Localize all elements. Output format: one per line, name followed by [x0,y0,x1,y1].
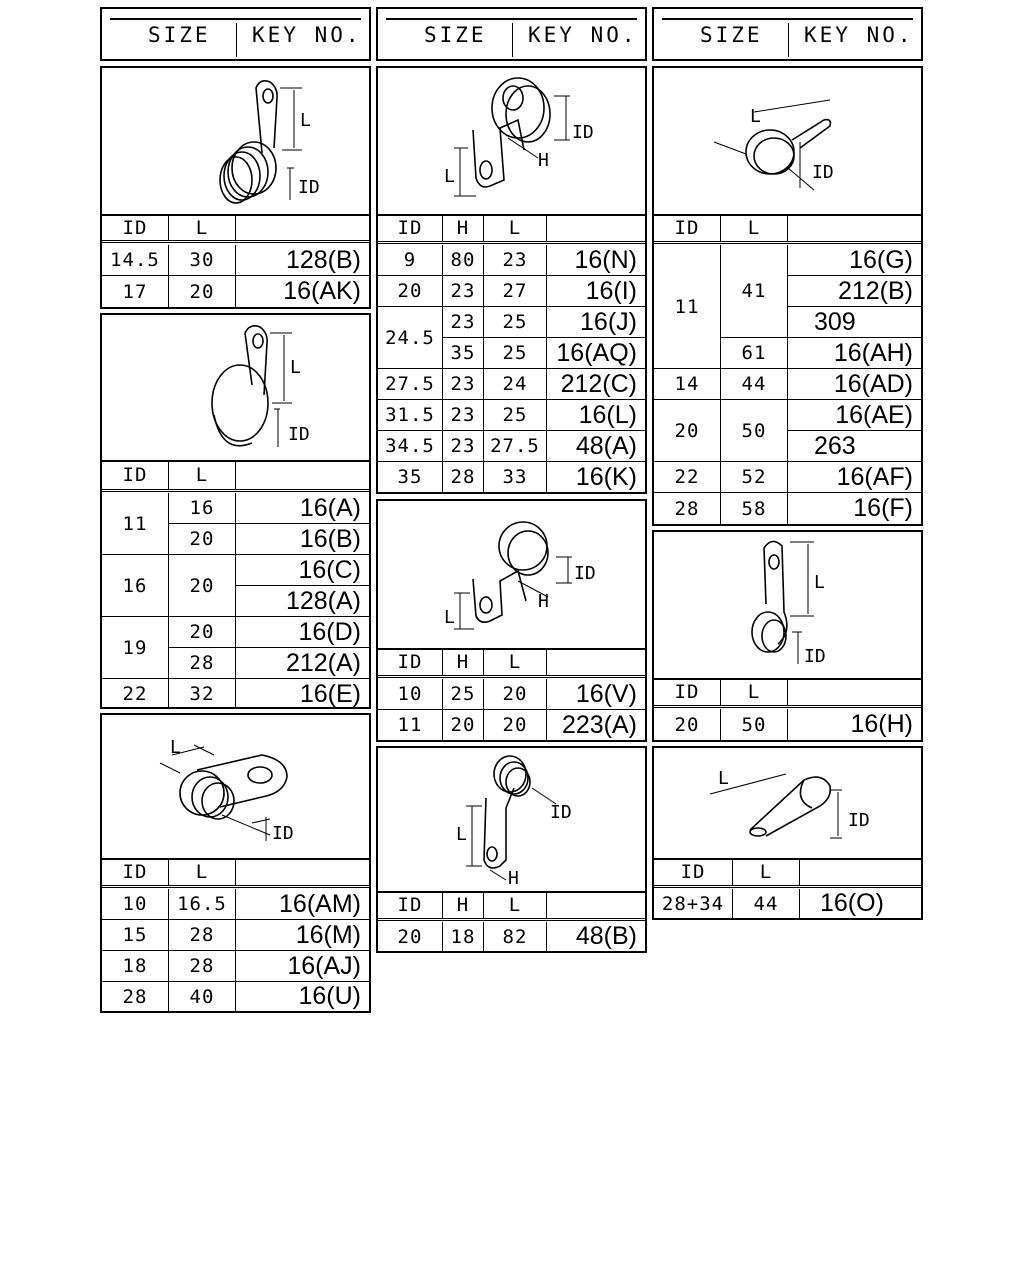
size-table [654,678,921,740]
l-cell: 27.5 [484,431,547,462]
h-cell: 20 [443,710,484,740]
col-header: ID [102,214,169,241]
col-header [236,214,369,241]
header-col3 [652,7,923,61]
id-cell: 10 [102,889,169,920]
label-id: ID [572,122,594,143]
clip-figure [378,501,645,650]
id-cell: 31.5 [378,400,443,431]
key-cell[interactable]: 16(O) [820,889,884,917]
size-table [378,648,645,740]
clip-drawing [654,748,921,858]
col-header [788,214,921,242]
l-cell: 61 [721,338,788,369]
col-header: L [721,678,788,706]
col-header: H [443,891,484,919]
clip-drawing [378,501,645,648]
key-cell[interactable]: 212(B) [788,276,921,307]
col-header: L [169,214,236,241]
col-header: ID [378,648,443,676]
key-cell[interactable]: 16(F) [853,494,913,522]
clip-drawing [102,68,369,214]
clip-drawing [378,68,645,214]
key-no-label: KEY NO. [252,23,362,47]
l-cell: 33 [484,462,547,492]
label-h: H [538,591,549,612]
key-cell[interactable]: 48(B) [575,922,637,950]
key-cell[interactable]: 16(I) [547,276,645,307]
key-cell[interactable]: 16(AM) [236,889,369,920]
label-id: ID [298,177,320,198]
l-cell: 41 [721,245,788,338]
id-cell: 11 [102,493,169,555]
key-cell[interactable]: 16(AJ) [236,951,369,982]
id-cell: 24.5 [378,307,443,369]
l-cell: 30 [169,245,236,276]
label-id: ID [574,563,596,584]
col-header [788,678,921,706]
h-cell: 23 [443,276,484,307]
key-cell[interactable]: 16(D) [236,617,369,648]
l-cell: 25 [484,338,547,369]
key-cell[interactable]: 212(C) [547,369,645,400]
clip-block-h [652,530,923,742]
h-cell: 35 [443,338,484,369]
clip-block-f [376,746,647,953]
id-cell: 11 [654,245,721,369]
key-cell[interactable]: 16(A) [236,493,369,524]
clip-drawing [654,68,921,214]
col-header [547,648,645,676]
l-cell: 52 [721,462,788,493]
clip-figure [378,748,645,893]
id-cell: 20 [378,922,443,951]
l-cell: 50 [721,400,788,462]
col-header [236,858,369,886]
id-cell: 17 [102,276,169,307]
clip-block-b [100,313,371,709]
id-cell: 20 [378,276,443,307]
clip-block-d [376,66,647,494]
id-cell: 35 [378,462,443,492]
label-id: ID [812,162,834,183]
key-cell[interactable]: 16(U) [298,982,361,1010]
clip-block-g [652,66,923,526]
clip-figure [102,68,369,216]
l-cell: 20 [484,679,547,710]
label-l: L [750,106,761,127]
key-cell[interactable]: 16(E) [299,679,361,708]
clip-block-a [100,66,371,309]
clip-figure [102,315,369,462]
id-cell: 15 [102,920,169,951]
key-cell[interactable]: 16(AK) [283,277,361,305]
key-cell[interactable]: 128(B) [236,245,369,276]
l-cell: 28 [169,648,236,679]
key-cell[interactable]: 16(H) [850,710,913,738]
l-cell: 44 [733,889,800,918]
key-cell[interactable]: 16(AQ) [547,338,645,369]
key-cell[interactable]: 223(A) [561,710,637,739]
key-cell[interactable]: 16(V) [547,679,645,710]
size-table [378,891,645,951]
key-cell[interactable]: 16(AH) [788,338,921,369]
h-cell: 18 [443,922,484,951]
id-cell: 16 [102,555,169,617]
h-cell: 23 [443,431,484,462]
clip-figure [654,532,921,680]
key-cell[interactable]: 212(A) [236,648,369,679]
l-cell: 20 [484,710,547,740]
clip-block-c [100,713,371,1013]
key-cell[interactable]: 128(A) [236,586,369,617]
l-cell: 40 [169,982,236,1011]
clip-figure [654,68,921,216]
col-header: ID [654,678,721,706]
clip-figure [102,715,369,860]
col-header: ID [654,858,733,886]
id-cell: 28 [102,982,169,1011]
key-cell[interactable]: 48(A) [547,431,645,462]
clip-block-i [652,746,923,920]
col-header: L [169,460,236,490]
clip-block-e [376,499,647,742]
l-cell: 20 [169,617,236,648]
h-cell: 25 [443,679,484,710]
l-cell: 44 [721,369,788,400]
h-cell: 23 [443,400,484,431]
header-col2 [376,7,647,61]
key-cell[interactable]: 16(AE) [788,400,921,431]
size-table [102,214,369,307]
label-h: H [508,868,519,889]
id-cell: 10 [378,679,443,710]
key-no-label: KEY NO. [528,23,638,47]
label-l: L [300,110,311,131]
col-header: ID [102,460,169,490]
key-cell[interactable]: 309 [788,307,921,338]
l-cell: 25 [484,307,547,338]
id-cell: 20 [654,400,721,462]
label-h: H [538,150,549,171]
l-cell: 23 [484,245,547,276]
id-cell: 27.5 [378,369,443,400]
id-cell: 19 [102,617,169,679]
l-cell: 58 [721,493,788,524]
l-cell: 32 [169,679,236,709]
l-cell: 82 [484,922,547,951]
clip-figure [654,748,921,860]
id-cell: 9 [378,245,443,276]
key-cell[interactable]: 16(M) [236,920,369,951]
l-cell: 28 [169,920,236,951]
l-cell: 16 [169,493,236,524]
l-cell: 20 [169,555,236,617]
size-label: SIZE [700,23,763,47]
key-cell[interactable]: 16(N) [547,245,645,276]
size-table [102,858,369,1011]
id-cell: 28+34 [654,889,733,918]
id-cell: 34.5 [378,431,443,462]
size-table [102,460,369,707]
h-cell: 23 [443,307,484,338]
id-cell: 22 [102,679,169,709]
l-cell: 20 [169,524,236,555]
key-cell[interactable]: 16(J) [547,307,645,338]
label-id: ID [550,802,572,823]
clip-figure [378,68,645,216]
col-header [547,214,645,242]
label-id: ID [272,823,294,844]
col-header: L [484,648,547,676]
h-cell: 80 [443,245,484,276]
l-cell: 20 [169,276,236,307]
l-cell: 25 [484,400,547,431]
key-cell[interactable]: 16(B) [236,524,369,555]
label-l: L [444,166,455,187]
l-cell: 16.5 [169,889,236,920]
header-col1 [100,7,371,61]
col-header: H [443,648,484,676]
label-id: ID [804,646,826,667]
size-label: SIZE [148,23,211,47]
id-cell: 22 [654,462,721,493]
id-cell: 18 [102,951,169,982]
key-cell[interactable]: 16(AF) [788,462,921,493]
clip-drawing [654,532,921,678]
id-cell: 11 [378,710,443,740]
col-header: L [169,858,236,886]
col-header: L [484,891,547,919]
key-no-label: KEY NO. [804,23,914,47]
key-cell[interactable]: 263 [788,431,921,462]
col-header: ID [654,214,721,242]
l-cell: 50 [721,709,788,740]
col-header [547,891,645,919]
col-header: L [733,858,800,886]
col-header: L [721,214,788,242]
size-table [654,214,921,524]
label-l: L [718,768,729,789]
h-cell: 23 [443,369,484,400]
id-cell: 28 [654,493,721,524]
h-cell: 28 [443,462,484,492]
label-l: L [444,607,455,628]
col-header [236,460,369,490]
size-table [654,858,921,918]
col-header: ID [102,858,169,886]
id-cell: 14 [654,369,721,400]
label-l: L [170,737,181,758]
id-cell: 14.5 [102,245,169,276]
key-cell[interactable]: 16(C) [236,555,369,586]
label-l: L [290,357,301,378]
clip-drawing [102,315,369,460]
col-header [800,858,921,886]
key-cell[interactable]: 16(AD) [788,369,921,400]
id-cell: 20 [654,709,721,740]
col-header: H [443,214,484,242]
l-cell: 28 [169,951,236,982]
key-cell[interactable]: 16(K) [575,462,637,491]
label-id: ID [288,424,310,445]
col-header: ID [378,891,443,919]
clip-drawing [102,715,369,858]
label-id: ID [848,810,870,831]
clip-drawing [378,748,645,891]
size-table [378,214,645,492]
l-cell: 27 [484,276,547,307]
col-header: ID [378,214,443,242]
l-cell: 24 [484,369,547,400]
col-header: L [484,214,547,242]
key-cell[interactable]: 16(L) [547,400,645,431]
size-label: SIZE [424,23,487,47]
label-l: L [814,572,825,593]
label-l: L [456,824,467,845]
key-cell[interactable]: 16(G) [788,245,921,276]
